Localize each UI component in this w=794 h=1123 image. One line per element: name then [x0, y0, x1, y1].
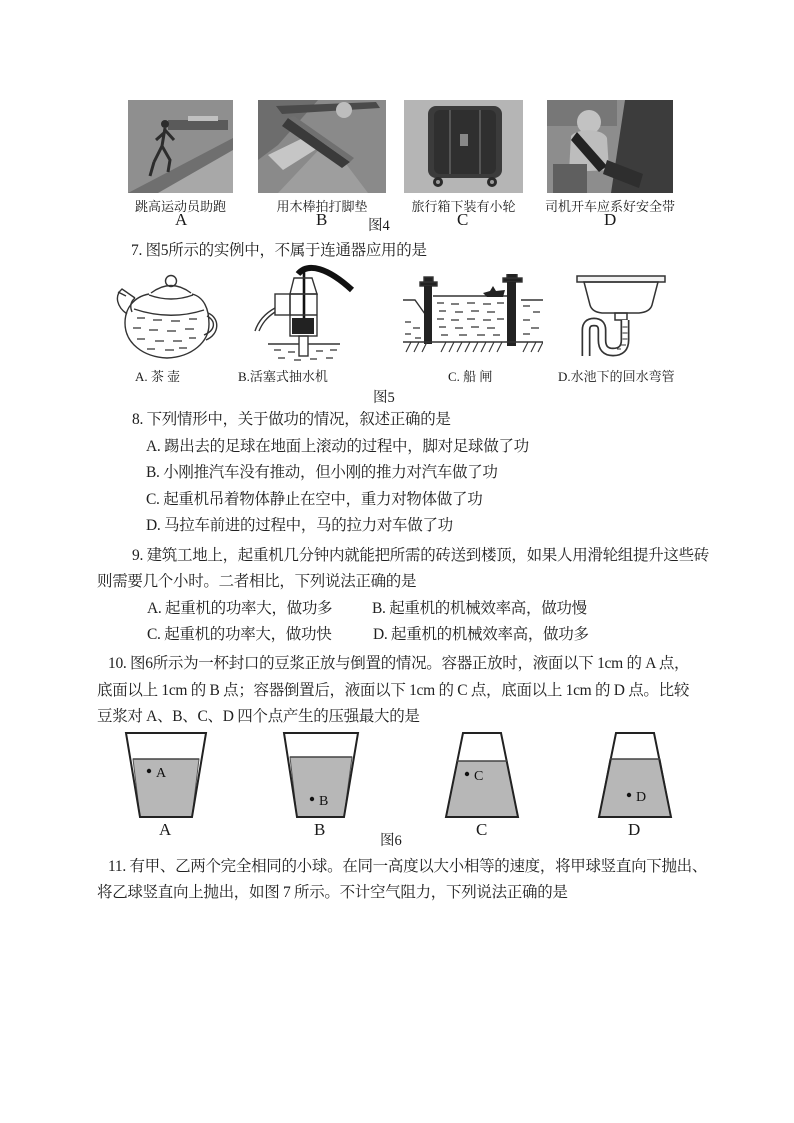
figure4-letter-d: D [604, 210, 617, 229]
figure6-letter-a: A [159, 820, 172, 839]
question-9-option-c: C. 起重机的功率大，做功快 [147, 626, 332, 643]
question-9-stem-line2: 则需要几个小时。二者相比，下列说法正确的是 [97, 573, 417, 590]
question-8-option-a: A. 踢出去的足球在地面上滚动的过程中，脚对足球做了功 [146, 438, 529, 455]
question-9-option-a: A. 起重机的功率大，做功多 [147, 600, 333, 617]
figure5-caption-lock: C. 船 闸 [448, 369, 493, 384]
cup-c-point-label: C [474, 769, 484, 784]
cup-a-point-label: A [156, 766, 167, 781]
figure5-caption-teapot: A. 茶 壶 [135, 369, 181, 384]
teapot-drawing [113, 268, 218, 369]
figure6-letter-d: D [628, 820, 641, 839]
question-7-stem: 7. 图5所示的实例中，不属于连通器应用的是 [131, 242, 427, 259]
question-9-option-b: B. 起重机的机械效率高，做功慢 [372, 600, 587, 617]
figure4-caption-a: 跳高运动员助跑 [134, 199, 226, 214]
cup-a-drawing [120, 729, 212, 826]
figure4-caption-b: 用木棒拍打脚垫 [276, 199, 368, 214]
figure4-caption-d: 司机开车应系好安全带 [544, 199, 675, 214]
cup-d-point-label: D [636, 790, 647, 805]
question-8-option-c: C. 起重机吊着物体静止在空中，重力对物体做了功 [146, 491, 483, 508]
photo-suitcase-wheels [404, 100, 523, 193]
question-11-line2: 将乙球竖直向上抛出，如图 7 所示。不计空气阻力，下列说法正确的是 [97, 884, 568, 901]
question-10-line2: 底面以上 1cm 的 B 点；容器倒置后，液面以下 1cm 的 C 点，底面以上 1cm 的 D 点。比较 [97, 682, 690, 699]
figure6-letter-c: C [476, 820, 488, 839]
figure6-label: 图6 [380, 833, 402, 849]
cup-b-point-label: B [319, 794, 329, 809]
figure4-letter-b: B [316, 210, 328, 229]
question-10-line3: 豆浆对 A、B、C、D 四个点产生的压强最大的是 [97, 708, 420, 725]
question-8-option-d: D. 马拉车前进的过程中，马的拉力对车做了功 [146, 517, 453, 534]
photo-stick-mat-image [258, 100, 386, 193]
photo-high-jump-image [128, 100, 233, 193]
photo-driver-seatbelt [547, 100, 673, 193]
figure4-letter-c: C [457, 210, 469, 229]
photo-high-jump-runup [128, 100, 233, 193]
figure4-label: 图4 [368, 218, 390, 234]
cup-b-drawing [280, 729, 362, 826]
piston-pump-drawing [250, 262, 358, 371]
photo-suitcase-image [404, 100, 523, 193]
figure4-caption-c: 旅行箱下装有小轮 [411, 199, 516, 214]
figure6-letter-b: B [314, 820, 326, 839]
photo-driver-image [547, 100, 673, 193]
question-11-line1: 11. 有甲、乙两个完全相同的小球。在同一高度以大小相等的速度，将甲球竖直向下抛出、 [108, 858, 708, 875]
figure5-label: 图5 [373, 390, 395, 406]
figure4-letter-a: A [175, 210, 188, 229]
figure5-caption-trap: D.水池下的回水弯管 [558, 369, 675, 384]
ship-lock-drawing [403, 274, 543, 363]
question-10-line1: 10. 图6所示为一杯封口的豆浆正放与倒置的情况。容器正放时，液面以下 1cm 的 A 点， [108, 655, 690, 672]
cup-d-drawing [593, 729, 677, 826]
photo-stick-beating-mat [258, 100, 386, 193]
question-8-stem: 8. 下列情形中，关于做功的情况，叙述正确的是 [132, 411, 451, 428]
sink-trap-drawing [575, 272, 671, 369]
figure5-caption-pump: B.活塞式抽水机 [238, 369, 328, 384]
cup-c-drawing [440, 729, 524, 826]
question-8-option-b: B. 小刚推汽车没有推动，但小刚的推力对汽车做了功 [146, 464, 498, 481]
question-9-stem-line1: 9. 建筑工地上，起重机几分钟内就能把所需的砖送到楼顶，如果人用滑轮组提升这些砖 [132, 547, 710, 564]
question-9-option-d: D. 起重机的机械效率高，做功多 [373, 626, 589, 643]
